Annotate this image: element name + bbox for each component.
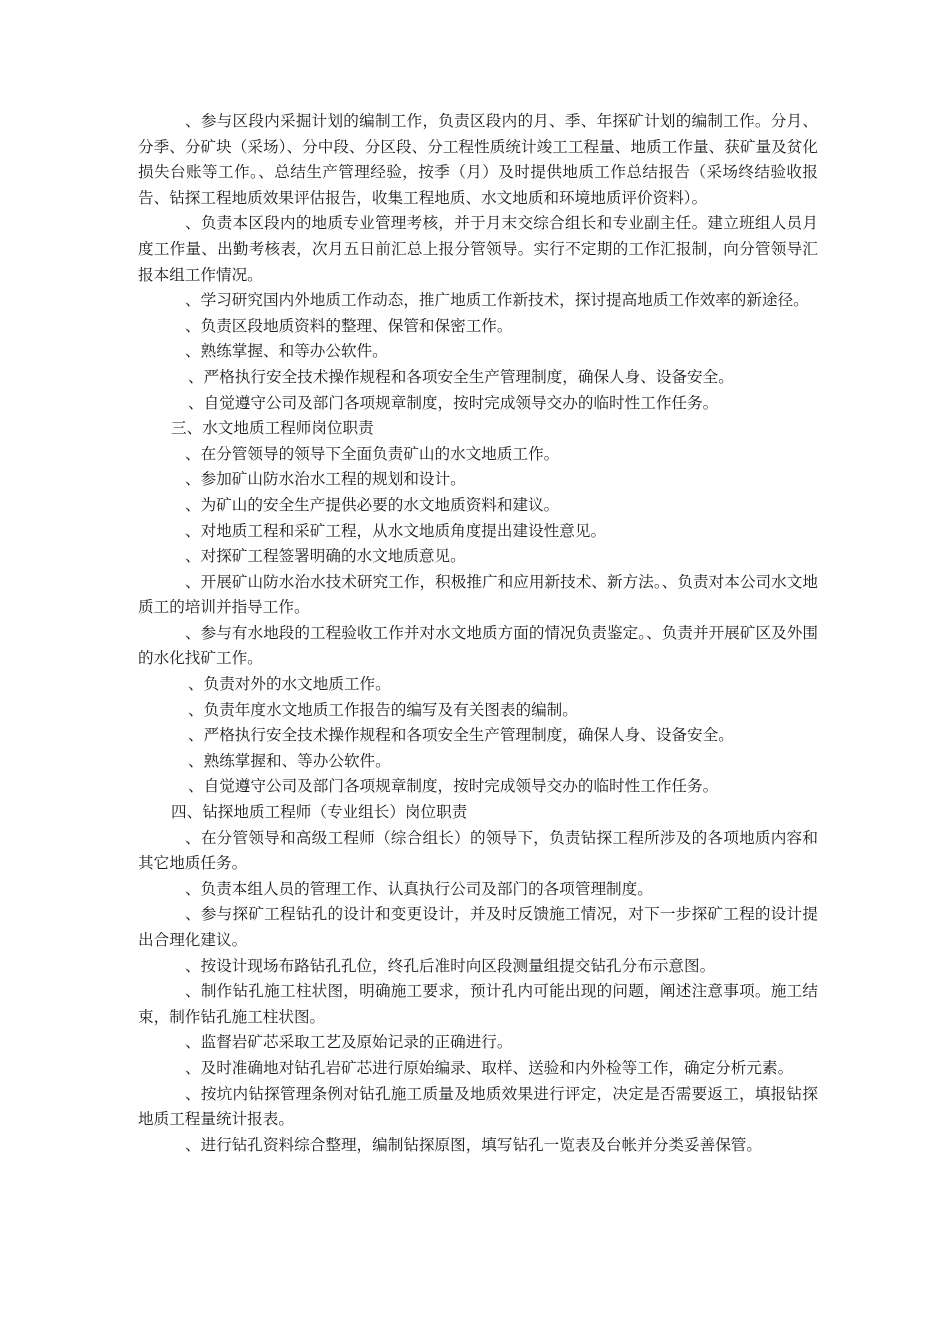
paragraph: 、参与区段内采掘计划的编制工作，负责区段内的月、季、年探矿计划的编制工作。分月、分季、分矿块（采场）、分中段、分区段、分工程性质统计竣工工程量、地质工作量、获矿量及贫化损失台账等工作。、总结生产管理经验，按季（月）及时提供地质工作总结报告（采场终结验收报告、钻探工程地质效果评估报告，收集工程地质、水文地质和环境地质评价资料）。 [138,112,818,207]
paragraph: 、参加矿山防水治水工程的规划和设计。 [185,470,466,489]
paragraph: 、按设计现场布路钻孔孔位，终孔后准时向区段测量组提交钻孔分布示意图。 [185,956,716,975]
document-body [138,109,818,1158]
paragraph: 、严格执行安全技术操作规程和各项安全生产管理制度，确保人身、设备安全。 [188,367,734,386]
paragraph: 、熟练掌握和、等办公软件。 [188,751,391,770]
paragraph: 、按坑内钻探管理条例对钻孔施工质量及地质效果进行评定，决定是否需要返工，填报钻探地质工程量统计报表。 [138,1084,818,1129]
paragraph: 、参与有水地段的工程验收工作并对水文地质方面的情况负责鉴定。、负责并开展矿区及外围的水化找矿工作。 [138,623,818,668]
paragraph: 、监督岩矿芯采取工艺及原始记录的正确进行。 [185,1033,513,1052]
paragraph: 、在分管领导的领导下全面负责矿山的水文地质工作。 [185,444,560,463]
paragraph: 、对地质工程和采矿工程，从水文地质角度提出建设性意见。 [185,521,607,540]
paragraph: 、负责对外的水文地质工作。 [188,675,391,694]
paragraph: 、熟练掌握、和等办公软件。 [185,342,388,361]
section-heading: 三、水文地质工程师岗位职责 [171,419,374,438]
paragraph: 、负责区段地质资料的整理、保管和保密工作。 [185,316,513,335]
paragraph: 、学习研究国内外地质工作动态，推广地质工作新技术，探讨提高地质工作效率的新途径。 [185,291,809,310]
paragraph: 、负责本组人员的管理工作、认真执行公司及部门的各项管理制度。 [185,879,653,898]
paragraph: 、负责本区段内的地质专业管理考核，并于月末交综合组长和专业副主任。建立班组人员月度工作量、出勤考核表，次月五日前汇总上报分管领导。实行不定期的工作汇报制，向分管领导汇报本组工作情况。 [138,214,818,284]
paragraph: 、负责年度水文地质工作报告的编写及有关图表的编制。 [188,700,578,719]
paragraph: 、对探矿工程签署明确的水文地质意见。 [185,547,466,566]
paragraph: 、参与探矿工程钻孔的设计和变更设计，并及时反馈施工情况，对下一步探矿工程的设计提出合理化建议。 [138,905,818,949]
paragraph: 、在分管领导和高级工程师（综合组长）的领导下，负责钻探工程所涉及的各项地质内容和其它地质任务。 [138,828,818,873]
paragraph: 、进行钻孔资料综合整理，编制钻探原图，填写钻孔一览表及台帐并分类妥善保管。 [185,1135,762,1154]
paragraph: 、及时准确地对钻孔岩矿芯进行原始编录、取样、送验和内外检等工作，确定分析元素。 [185,1058,794,1077]
paragraph: 、为矿山的安全生产提供必要的水文地质资料和建议。 [185,495,560,514]
paragraph: 、严格执行安全技术操作规程和各项安全生产管理制度，确保人身、设备安全。 [188,726,734,745]
section-heading: 四、钻探地质工程师（专业组长）岗位职责 [171,803,468,822]
paragraph: 、自觉遵守公司及部门各项规章制度，按时完成领导交办的临时性工作任务。 [188,777,719,796]
paragraph: 、制作钻孔施工柱状图，明确施工要求，预计孔内可能出现的问题，阐述注意事项。施工结束，制作钻孔施工柱状图。 [138,982,818,1026]
paragraph: 、自觉遵守公司及部门各项规章制度，按时完成领导交办的临时性工作任务。 [188,393,719,412]
paragraph: 、开展矿山防水治水技术研究工作，积极推广和应用新技术、新方法。、负责对本公司水文地质工的培训并指导工作。 [138,572,818,617]
